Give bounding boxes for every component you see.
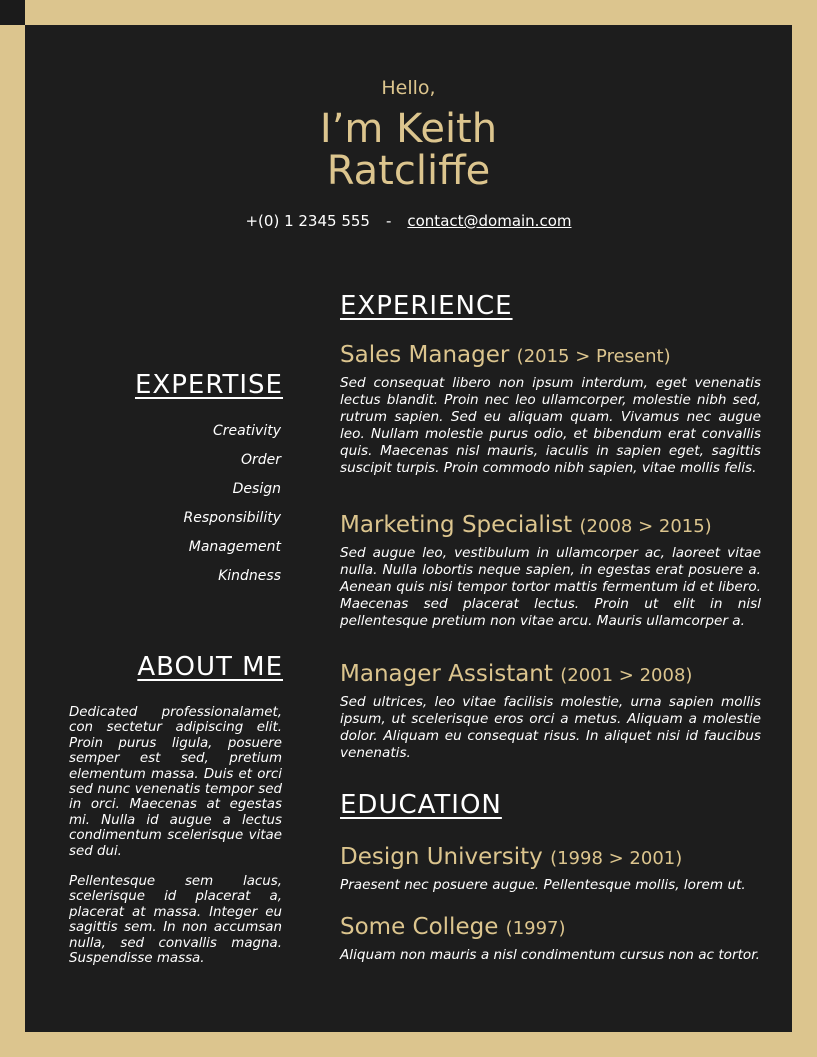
school-name: Design University	[340, 844, 543, 870]
list-item: Responsibility	[183, 510, 281, 526]
job-title	[340, 660, 761, 690]
list-item: Creativity	[212, 423, 281, 439]
job-entry	[340, 511, 761, 630]
job-name: Sales Manager	[340, 342, 510, 368]
resume-page	[25, 25, 792, 1032]
job-entry	[340, 660, 761, 762]
expertise-list	[184, 421, 281, 595]
email-link[interactable]: contact@domain.com	[407, 212, 572, 230]
school-description: Aliquam non mauris a nisl condimentum cursus non ac tortor.	[340, 947, 760, 963]
job-entry	[340, 341, 761, 477]
job-dates: (2008 > 2015)	[579, 516, 712, 537]
job-description: Sed augue leo, vestibulum in ullamcorper ac, laoreet vitae nulla. Nulla lobortis neque sapien, in egestas erat posuere a. Aenean quis nisi tempor tortor mattis fermentum id et libero. Maecenas sed placerat lectus. Proin ut elit in nisl pellentesque pretium non vitae arcu. Mauris ullamcorper a.	[340, 545, 761, 629]
job-description: Sed consequat libero non ipsum interdum, eget venenatis lectus blandit. Proin nec leo ullamcorper, molestie nibh sed, rutrum sapien. Sed eu aliquam quam. Vivamus nec augue leo. Nullam molestie purus odio, et bibendum erat convallis quis. Maecenas nisl mauris, iaculis in sapien eget, sagittis suscipit turpis. Proin commodo nibh sapien, vitae mollis felis.	[340, 375, 761, 476]
about-paragraph: Pellentesque sem lacus, scelerisque id placerat a, placerat at massa. Integer eu sagittis sem. In non accumsan nulla, sed convallis magna. Suspendisse massa.	[69, 874, 282, 967]
greeting: Hello,	[381, 77, 436, 99]
corner-block	[0, 0, 25, 25]
name-line-2: Ratcliffe	[326, 148, 491, 194]
list-item: Design	[232, 481, 281, 497]
school-dates: (1997)	[505, 918, 566, 939]
about-heading: ABOUT ME	[137, 652, 283, 682]
school-title	[340, 843, 761, 873]
experience-heading: EXPERIENCE	[340, 291, 513, 321]
job-dates: (2001 > 2008)	[560, 665, 693, 686]
expertise-heading: EXPERTISE	[134, 370, 283, 400]
list-item: Kindness	[218, 568, 281, 584]
job-name: Manager Assistant	[340, 661, 553, 687]
list-item: Management	[188, 539, 281, 555]
school-title	[340, 913, 761, 943]
about-text	[69, 705, 282, 982]
about-paragraph: Dedicated professionalamet, con sectetur adipiscing elit. Proin purus ligula, posuere semper est sed, pretium elementum massa. Duis et orci sed nunc venenatis tempor sed in orci. Maecenas at egestas mi. Nulla id augue a lectus condimentum scelerisque vitae sed dui.	[69, 705, 282, 859]
contact-separator: -	[385, 212, 392, 230]
contact-line	[25, 212, 792, 230]
job-title	[340, 341, 761, 371]
name-line-1: I’m Keith	[319, 106, 498, 152]
job-title	[340, 511, 761, 541]
full-name	[25, 108, 792, 192]
education-entry	[340, 843, 761, 894]
job-description: Sed ultrices, leo vitae facilisis molestie, urna sapien mollis ipsum, ut scelerisque eros orci a metus. Aliquam a molestie dolor. Aliquam eu consequat risus. In aliquet nisi id faucibus venenatis.	[340, 694, 761, 761]
school-description: Praesent nec posuere augue. Pellentesque mollis, lorem ut.	[340, 877, 746, 893]
phone-number: +(0) 1 2345 555	[245, 212, 370, 230]
job-name: Marketing Specialist	[340, 512, 573, 538]
education-entry	[340, 913, 761, 964]
list-item: Order	[240, 452, 281, 468]
school-dates: (1998 > 2001)	[550, 848, 683, 869]
school-name: Some College	[340, 914, 499, 940]
job-dates: (2015 > Present)	[516, 346, 671, 367]
education-heading: EDUCATION	[340, 790, 502, 820]
